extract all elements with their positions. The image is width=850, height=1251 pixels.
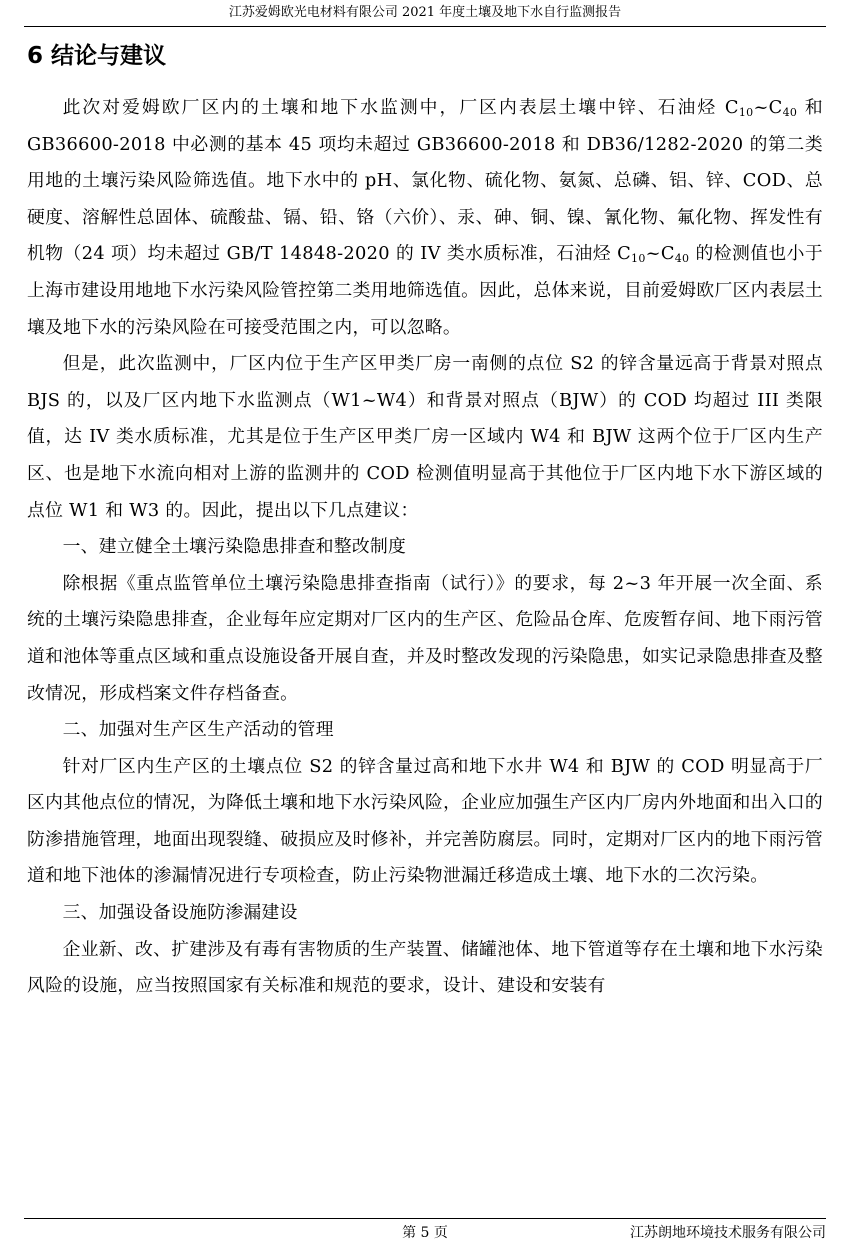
footer-company: 江苏朗地环境技术服务有限公司: [630, 1225, 826, 1241]
subscript: 10: [631, 252, 646, 266]
header-text: 江苏爱姆欧光电材料有限公司 2021 年度土壤及地下水自行监测报告: [228, 5, 622, 20]
recommendation-heading-2: 二、加强对生产区生产活动的管理: [62, 719, 334, 741]
paragraph-findings: 但是，此次监测中，厂区内位于生产区甲类厂房一南侧的点位 S2 的锌含量远高于背景对照点 BJS 的，以及厂区内地下水监测点（W1~W4）和背景对照点（BJW）的 COD 均超过 III 类限值，达 IV 类水质标准，尤其是位于生产区甲类厂房一区域内 W4 和 BJW 这两个位于厂区内生产区、也是地下水流向相对上游的监测井的 COD 检测值明显高于其他位于厂区内地下水下游区域的点位 W1 和 W3 的。因此，提出以下几点建议：: [27, 353, 823, 521]
recommendation-body-3: 企业新、改、扩建涉及有毒有害物质的生产装置、储罐池体、地下管道等存在土壤和地下水污染风险的设施，应当按照国家有关标准和规范的要求，设计、建设和安装有: [27, 938, 823, 997]
subscript: 10: [738, 105, 754, 119]
page-header: [24, 2, 826, 27]
recommendation-body-1: 除根据《重点监管单位土壤污染隐患排查指南（试行）》的要求，每 2~3 年开展一次全面、系统的土壤污染隐患排查，企业每年应定期对厂区内的生产区、危险品仓库、危废暂存间、地下雨污管道和池体等重点区域和重点设施设备开展自查，并及时整改发现的污染隐患，如实记录隐患排查及整改情况，形成档案文件存档备查。: [27, 572, 823, 704]
section-title: 6 结论与建议: [27, 43, 167, 69]
recommendation-heading-1: 一、建立健全土壤污染隐患排查和整改制度: [62, 536, 407, 558]
subscript: 40: [782, 105, 798, 119]
page-number: 第 5 页: [402, 1225, 448, 1241]
recommendation-body-2: 针对厂区内生产区的土壤点位 S2 的锌含量过高和地下水井 W4 和 BJW 的 COD 明显高于厂区内其他点位的情况，为降低土壤和地下水污染风险，企业应加强生产区内厂房内外地面和出入口的防渗措施管理，地面出现裂缝、破损应及时修补，并完善防腐层。同时，定期对厂区内的地下雨污管道和地下池体的渗漏情况进行专项检查，防止污染物泄漏迁移造成土壤、地下水的二次污染。: [27, 755, 823, 887]
page-footer: [24, 1218, 826, 1243]
conclusion-text-b: ~C: [753, 97, 783, 118]
conclusion-text-d: ~C: [645, 243, 675, 265]
subscript: 40: [674, 252, 690, 266]
conclusion-text-e: 的检测值也小于上海市建设用地地下水污染风险管控第二类用地筛选值。因此，总体来说，目前爱姆欧厂区内表层土壤及地下水的污染风险在可接受范围之内，可以忽略。: [27, 243, 823, 338]
conclusion-text-c: 和 GB36600-2018 中必测的基本 45 项均未超过 GB36600-2018 和 DB36/1282-2020 的第二类用地的土壤污染风险筛选值。地下水中的 pH、氯化物、硫化物、氨氮、总磷、铝、锌、COD、总硬度、溶解性总固体、硫酸盐、镉、铅、铬（六价）、汞、砷、铜、镍、氰化物、氟化物、挥发性有机物（24 项）均未超过 GB/T 14848-2020 的 IV 类水质标准，石油烃 C: [27, 97, 823, 265]
conclusion-text-a: 此次对爱姆欧厂区内的土壤和地下水监测中，厂区内表层土壤中锌、石油烃 C: [62, 97, 739, 118]
body-text: [27, 90, 823, 1005]
recommendation-heading-3: 三、加强设备设施防渗漏建设: [62, 902, 298, 924]
paragraph-conclusion: [27, 90, 823, 346]
